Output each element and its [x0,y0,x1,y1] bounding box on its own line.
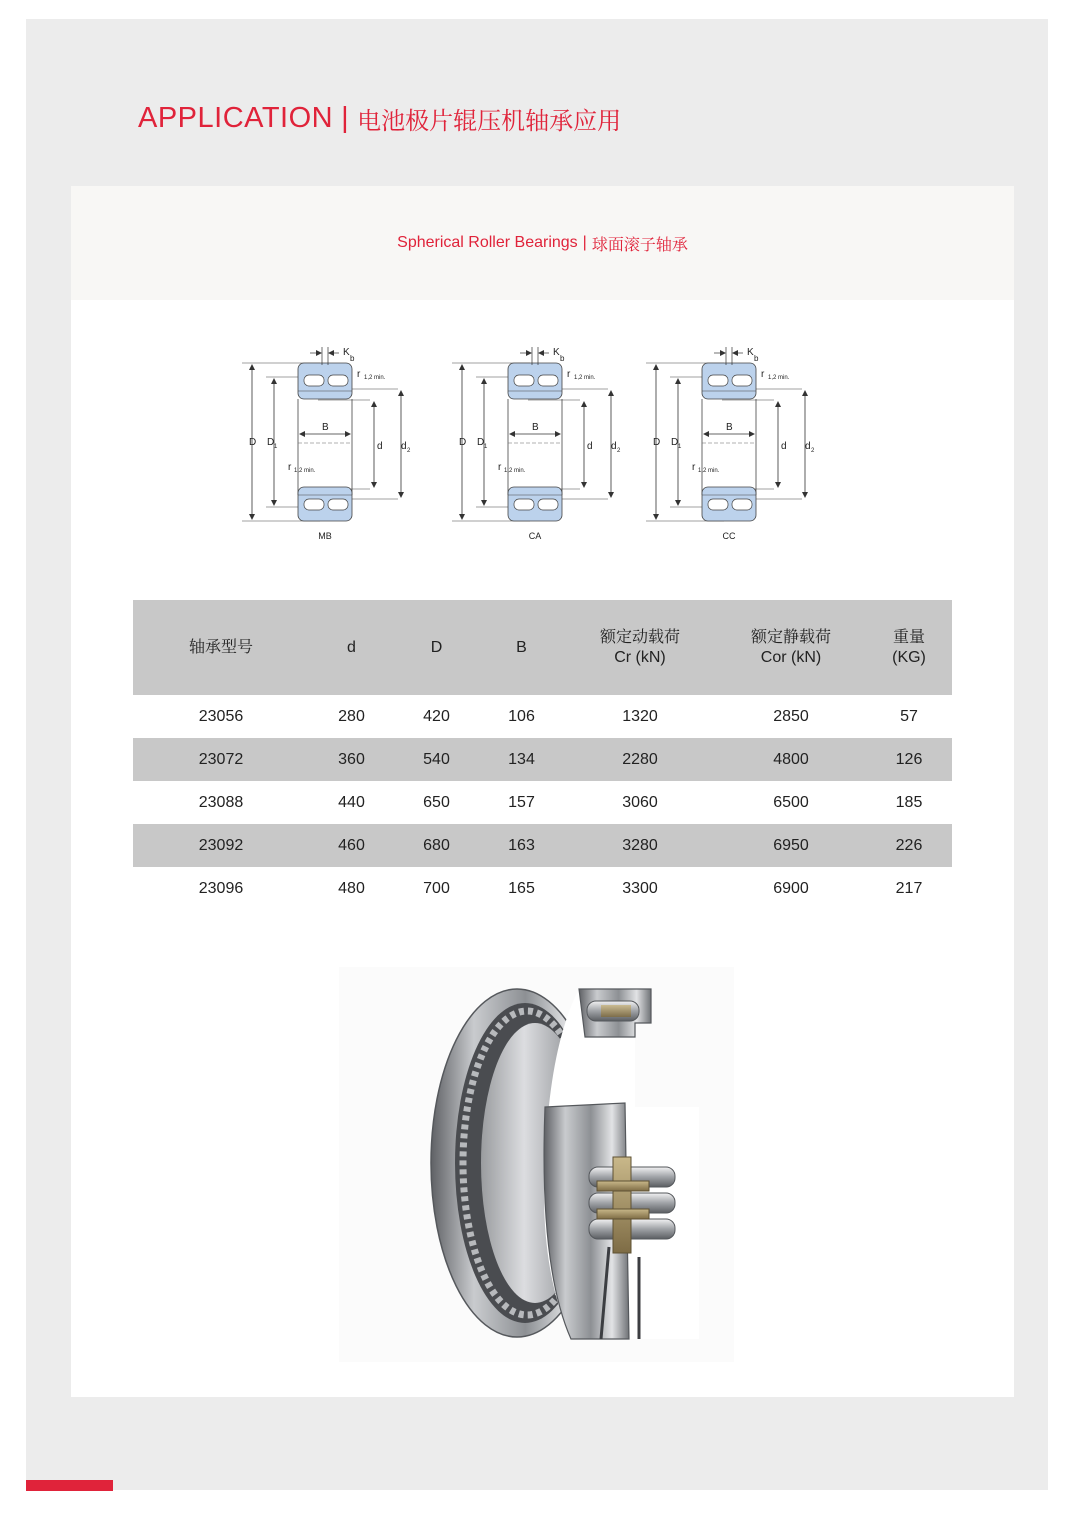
cell-model: 23056 [198,707,244,725]
svg-text:K: K [747,347,754,358]
svg-text:r: r [288,462,292,473]
cell-D: 700 [423,879,450,897]
svg-text:1: 1 [274,444,278,450]
cell-static-load: 2850 [773,707,809,725]
cell-static-load: 6950 [773,836,809,854]
header-dynamic-load [564,600,716,695]
svg-text:K: K [553,347,560,358]
header-weight-unit: (KG) [892,648,926,666]
header-static-load [716,600,866,695]
card-subtitle-cn: 球面滚子轴承 [591,236,688,254]
svg-text:1,2 min.: 1,2 min. [698,468,720,474]
svg-text:b: b [560,354,565,363]
cell-dynamic-load: 3060 [622,793,658,811]
header-static-load-unit: Cor (kN) [760,648,822,666]
cell-model: 23072 [198,750,244,768]
cell-D: 540 [423,750,450,768]
svg-text:B: B [532,422,539,433]
diagram-mb [242,347,401,521]
svg-text:D: D [249,437,257,448]
cell-D: 420 [423,707,450,725]
content-card [71,186,1014,1397]
page-title-separator: | [341,101,350,134]
cell-d: 460 [338,836,365,854]
svg-text:1,2 min.: 1,2 min. [574,375,596,381]
cell-model: 23088 [198,793,244,811]
svg-text:D: D [267,437,275,448]
header-weight-cn: 重量 [892,628,925,646]
svg-text:B: B [322,422,329,433]
cell-weight: 185 [895,793,923,811]
header-dynamic-load-unit: Cr (kN) [614,648,666,666]
cell-B: 134 [508,750,535,768]
svg-text:r: r [498,462,502,473]
cell-static-load: 6900 [773,879,809,897]
svg-text:K: K [343,347,350,358]
cell-d: 280 [338,707,365,725]
cell-dynamic-load: 3300 [622,879,658,897]
svg-text:1,2 min.: 1,2 min. [768,375,790,381]
cell-B: 165 [508,879,535,897]
header-B: B [516,638,527,656]
card-header [71,186,1014,300]
svg-text:d: d [401,441,407,452]
svg-text:2: 2 [617,448,621,454]
cell-B: 163 [508,836,535,854]
table-row [133,781,952,824]
cell-dynamic-load: 2280 [622,750,658,768]
cell-weight: 57 [900,707,918,725]
footer-accent-bar [26,1480,113,1491]
svg-text:2: 2 [407,448,411,454]
bearing-cross-section-diagrams [240,341,840,546]
cell-d: 360 [338,750,365,768]
svg-text:1,2 min.: 1,2 min. [504,468,526,474]
card-subtitle-separator: | [582,234,587,251]
svg-text:D: D [477,437,485,448]
svg-text:d: d [611,441,617,452]
svg-text:CC: CC [722,531,736,541]
svg-text:r: r [567,369,571,380]
svg-text:D: D [671,437,679,448]
header-weight [866,600,952,695]
svg-text:1,2 min.: 1,2 min. [364,375,386,381]
cell-static-load: 6500 [773,793,809,811]
cell-weight: 126 [895,750,923,768]
cell-d: 480 [338,879,365,897]
header-static-load-cn: 额定静载荷 [750,628,831,646]
svg-text:b: b [754,354,759,363]
cell-d: 440 [338,793,365,811]
header-d: d [347,638,356,656]
svg-text:b: b [350,354,355,363]
cell-D: 680 [423,836,450,854]
header-D: D [430,638,443,656]
svg-text:D: D [459,437,467,448]
header-dynamic-load-cn: 额定动载荷 [599,628,680,646]
svg-text:d: d [781,441,787,452]
svg-text:d: d [587,441,593,452]
cell-dynamic-load: 3280 [622,836,658,854]
cell-dynamic-load: 1320 [622,707,658,725]
svg-text:d: d [377,441,383,452]
svg-text:1: 1 [484,444,488,450]
svg-text:CA: CA [528,531,542,541]
cell-weight: 217 [895,879,923,897]
table-row [133,867,952,910]
svg-text:D: D [653,437,661,448]
table-row [133,824,952,867]
svg-text:1,2 min.: 1,2 min. [294,468,316,474]
cell-model: 23092 [198,836,244,854]
bearing-spec-table [133,600,952,910]
header-model: 轴承型号 [188,638,253,656]
svg-text:1: 1 [678,444,682,450]
cell-D: 650 [423,793,450,811]
cell-B: 157 [508,793,535,811]
svg-text:MB: MB [318,531,332,541]
diagram-ca [452,347,611,521]
svg-text:r: r [357,369,361,380]
cell-B: 106 [508,707,535,725]
cell-model: 23096 [198,879,244,897]
cell-static-load: 4800 [773,750,809,768]
cell-weight: 226 [895,836,923,854]
table-header-row [133,600,952,695]
spherical-roller-bearing-image [339,967,734,1362]
svg-text:d: d [805,441,811,452]
svg-text:2: 2 [811,448,815,454]
svg-text:r: r [761,369,765,380]
page-title [138,98,621,138]
table-row [133,695,952,738]
page-title-cn: 电池极片辊压机轴承应用 [357,107,622,135]
svg-text:B: B [726,422,733,433]
page-title-en: APPLICATION [138,101,334,134]
svg-text:r: r [692,462,696,473]
table-row [133,738,952,781]
card-subtitle-en: Spherical Roller Bearings [397,234,578,251]
diagram-cc [646,347,805,521]
